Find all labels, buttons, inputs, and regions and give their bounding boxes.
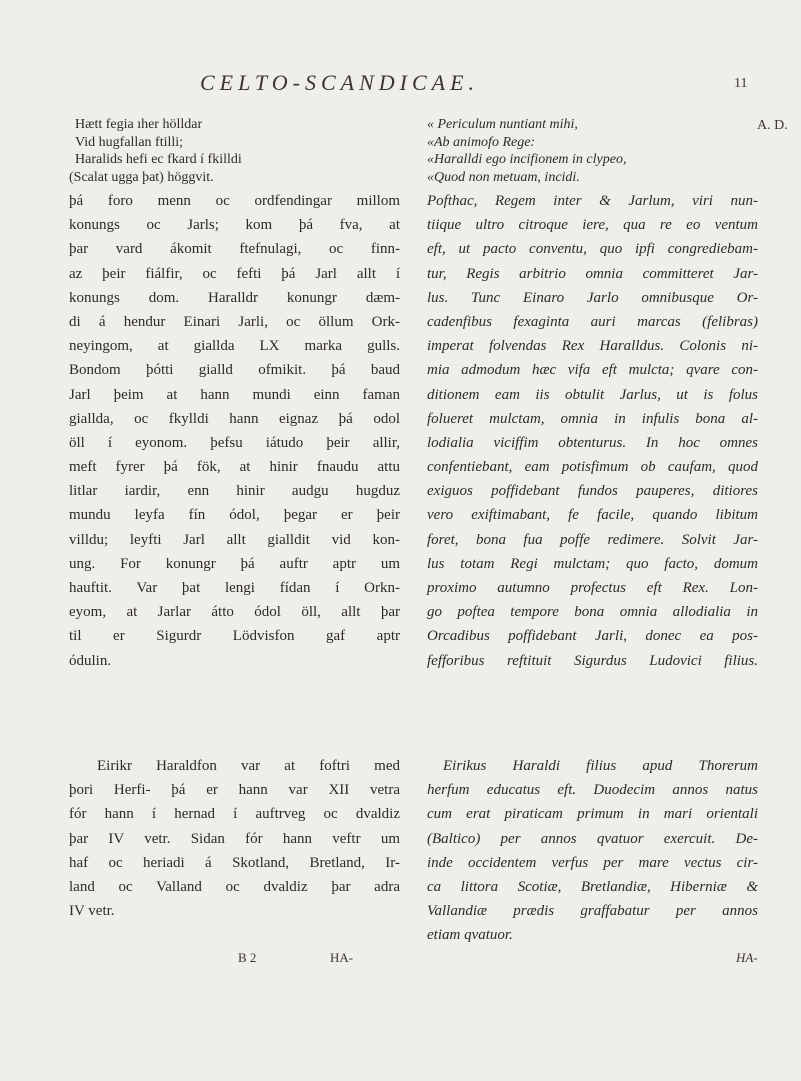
verse-line: «Ab animofo Rege:	[427, 134, 536, 150]
left-paragraph-1	[69, 189, 400, 673]
text-line: öll í eyonom. þefsu iátudo þeir allir,	[69, 434, 400, 451]
text-line: foret, bona fua poffe redimere. Solvit Jar-	[427, 531, 758, 548]
text-line: konungs dom. Haralldr konungr dæm-	[69, 289, 400, 306]
text-line: tiique ultro citroque iere, qua re eo ventum	[427, 217, 758, 234]
text-line: þá foro menn oc ordfendingar millom	[69, 193, 400, 209]
text-line: lodialia viciffim obtenturus. In hoc omnes	[427, 434, 758, 451]
text-line: meft fyrer þá fök, at hinir fnaudu attu	[69, 459, 400, 476]
text-line: go poftea tempore bona omnia allodialia in	[427, 604, 758, 621]
text-line: imperat folvendas Rex Haralldus. Colonis ni-	[427, 338, 758, 355]
text-line: ca littora Scotiæ, Bretlandiæ, Hiberniæ &	[427, 878, 758, 895]
verse-line: Haralids hefi ec fkard í fkilldi	[75, 152, 242, 167]
text-line: folueret mulctam, omnia in infulis bona al-	[427, 410, 758, 427]
text-line: (Baltico) per annos qvatuor exercuit. De-	[427, 830, 758, 847]
text-line: Bondom þótti gialld ofmikit. þá baud	[69, 362, 400, 379]
text-line: Orcadibus poffidebant Jarli, donec ea pos-	[427, 628, 758, 645]
text-line: litlar iardir, enn hinir audgu hugduz	[69, 483, 400, 500]
text-line: til er Sigurdr Lödvisfon gaf aptr	[69, 628, 400, 645]
text-line: þar vard ákomit ftefnulagi, oc finn-	[69, 241, 400, 258]
text-line: cum erat piraticam primum in mari orientali	[427, 806, 758, 823]
text-line: mia admodum hæc vifa eft mulcta; qvare con-	[427, 362, 758, 379]
right-verse	[427, 116, 758, 186]
text-line: lus. Tunc Einaro Jarlo omnibusque Or-	[427, 289, 758, 306]
text-line: haf oc heriadi á Skotland, Bretland, Ir-	[69, 854, 400, 871]
verse-line: «Haralldi ego incifionem in clypeo,	[427, 152, 627, 167]
text-line: cadenfibus fexaginta auri marcas (felibras)	[427, 313, 758, 330]
text-line: ditionem eam iis obtulit Jarlus, ut is folus	[427, 386, 758, 403]
text-line: villdu; leyfti Jarl allt gialldit vid kon-	[69, 531, 400, 548]
text-line: hauftit. Var þat lengi fídan í Orkn-	[69, 580, 400, 596]
text-line: þar IV vetr. Sidan fór hann veftr um	[69, 830, 400, 847]
text-line: herfum educatus eft. Duodecim annos natus	[427, 782, 758, 799]
text-line: IV vetr.	[69, 903, 115, 920]
text-line: lus totam Regi mulctam; quo facto, domum	[427, 555, 758, 572]
verse-line: (Scalat ugga þat) höggvit.	[69, 169, 214, 185]
verse-line: Vid hugfallan ftilli;	[75, 134, 184, 150]
left-paragraph-2	[69, 754, 400, 923]
running-title: CELTO-SCANDICAE.	[200, 70, 480, 95]
text-line: proximo autumno profectus eft Rex. Lon-	[427, 580, 758, 596]
text-line: confentiebant, eam potisfimum ob caufam, quod	[427, 459, 758, 476]
text-line: inde occidentem verfus per mare vectus cir-	[427, 854, 758, 871]
text-line: fefforibus reftituit Sigurdus Ludovici filius.	[427, 652, 758, 669]
text-line: tur, Regis arbitrio omnia committeret Jar-	[427, 265, 758, 282]
text-line: etiam qvatuor.	[427, 927, 513, 944]
text-line: konungs oc Jarls; kom þá fva, at	[69, 217, 400, 234]
right-paragraph-1	[427, 189, 758, 673]
margin-note-year: A. D.	[757, 118, 788, 133]
text-line: Vallandiæ prædis graffabatur per annos	[427, 903, 758, 920]
text-line: eyom, at Jarlar átto ódol öll, allt þar	[69, 604, 400, 621]
text-line: di á hendur Einari Jarli, oc öllum Ork-	[69, 313, 400, 330]
page-number: 11	[734, 76, 748, 91]
catchword-right: HA-	[736, 950, 758, 965]
text-line: vero exiftimabant, fe facile, quando libitum	[427, 507, 758, 524]
text-line: Pofthac, Regem inter & Jarlum, viri nun-	[427, 193, 758, 209]
text-line: ung. For konungr þá auftr aptr um	[69, 555, 400, 572]
text-line: neyingom, at giallda LX marka gulls.	[69, 338, 400, 355]
text-line: mundu leyfa fín ódol, þegar er þeir	[69, 507, 400, 524]
signature-mark: B 2	[238, 950, 257, 965]
text-line: Eirikus Haraldi filius apud Thorerum	[443, 758, 758, 774]
right-paragraph-2	[427, 754, 758, 948]
text-line: þori Herfi- þá er hann var XII vetra	[69, 782, 400, 799]
verse-line: Hætt fegia ıher hölldar	[75, 117, 203, 132]
text-line: az þeir fiálfir, oc fefti þá Jarl allt í	[69, 265, 400, 282]
text-line: Jarl þeim at hann mundi einn faman	[69, 386, 400, 403]
text-line: eft, ut pacto conventu, quo ipfi congrediebam-	[427, 241, 758, 258]
catchword-left: HA-	[330, 950, 354, 965]
text-line: fór hann í hernad í auftrveg oc dvaldiz	[69, 806, 400, 823]
text-line: giallda, oc fkylldi hann eignaz þá odol	[69, 410, 400, 427]
text-line: land oc Valland oc dvaldiz þar adra	[69, 878, 400, 895]
text-line: exiguos poffidebant fundos pauperes, ditiores	[427, 483, 758, 500]
verse-line: « Periculum nuntiant mihi,	[427, 117, 578, 132]
text-line: ódulin.	[69, 652, 112, 669]
left-verse	[69, 116, 400, 186]
text-line: Eirikr Haraldfon var at foftri med	[97, 758, 400, 774]
verse-line: «Quod non metuam, incidi.	[427, 169, 580, 185]
